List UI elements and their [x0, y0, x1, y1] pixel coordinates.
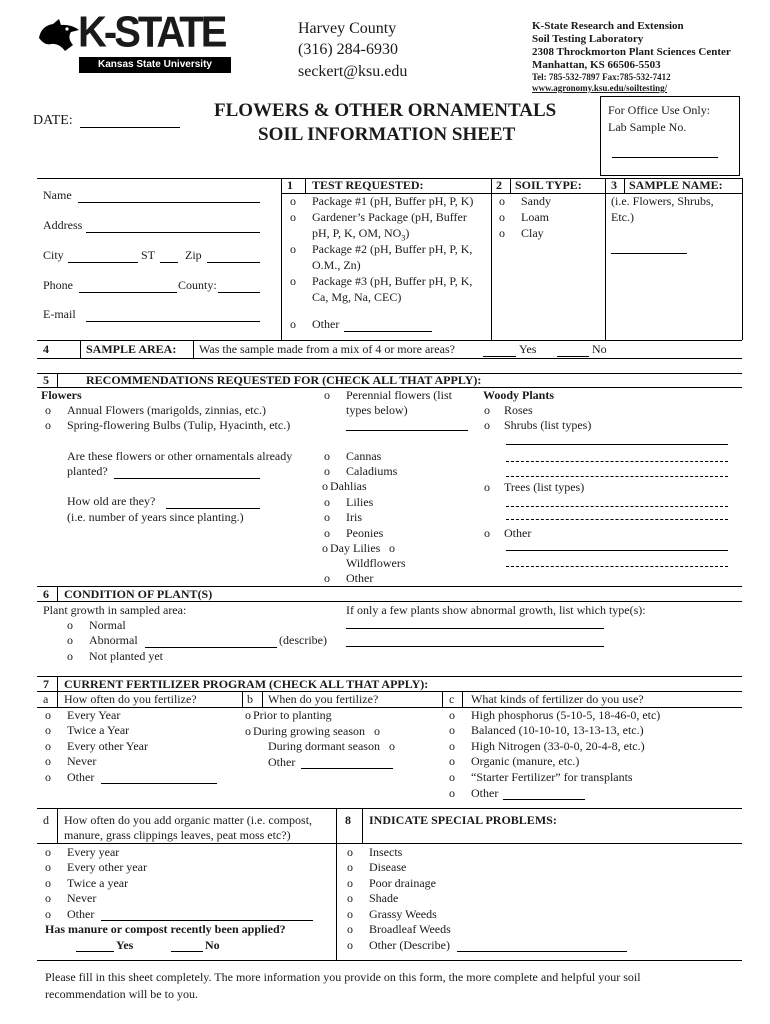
divider: [624, 178, 625, 193]
woody-plants-heading: Woody Plants: [483, 388, 555, 402]
section-title: RECOMMENDATIONS REQUESTED FOR (CHECK ALL THAT APPLY):: [86, 373, 482, 387]
page-title-line2: SOIL INFORMATION SHEET: [258, 124, 516, 145]
section-title: SAMPLE NAME:: [629, 178, 723, 192]
option-label: Grassy Weeds: [369, 907, 437, 921]
checkbox-dahlias[interactable]: o: [322, 479, 328, 493]
checkbox-spring-bulbs[interactable]: o: [45, 418, 51, 432]
option-label: Poor drainage: [369, 876, 436, 890]
option-label: Balanced (10-10-10, 13-13-13, etc.): [471, 723, 644, 737]
divider: [742, 178, 743, 340]
lab-line: K-State Research and Extension: [532, 20, 684, 32]
city-label: City: [43, 248, 64, 262]
option-label: Never: [67, 754, 97, 768]
option-label: Spring-flowering Bulbs (Tulip, Hyacinth, etc.): [67, 418, 291, 432]
abnormal-types-field[interactable]: [346, 646, 604, 647]
footer-note: Please fill in this sheet completely. The more information you provide on this form, the more complete and helpful your soil: [45, 970, 641, 984]
option-label: Annual Flowers (marigolds, zinnias, etc.): [67, 403, 266, 417]
option-label: Loam: [521, 210, 549, 224]
option-label: Prior to planting: [253, 708, 332, 722]
checkbox-woody-other[interactable]: o: [484, 526, 490, 540]
checkbox-gardeners-package[interactable]: o: [290, 210, 296, 224]
checkbox-roses[interactable]: o: [484, 403, 490, 417]
shrub-types-field[interactable]: [506, 444, 728, 445]
sample-area-no-field[interactable]: [557, 356, 589, 357]
option-label: Broadleaf Weeds: [369, 922, 451, 936]
planted-field[interactable]: [114, 478, 260, 479]
abnormal-describe-field[interactable]: [145, 647, 277, 648]
option-label: Other: [346, 571, 374, 585]
checkbox-problem-other[interactable]: o: [347, 938, 353, 952]
subsection-letter: a: [43, 692, 49, 706]
phone-label: Phone: [43, 278, 73, 292]
checkbox-package3[interactable]: o: [290, 274, 296, 288]
manure-yes-field[interactable]: [76, 951, 114, 952]
option-label: Every Year: [67, 708, 121, 722]
section-number: 7: [43, 677, 49, 691]
checkbox-iris[interactable]: o: [324, 510, 330, 524]
checkbox-every-other-year[interactable]: o: [45, 739, 51, 753]
option-label: During dormant season: [268, 739, 380, 753]
sample-name-field[interactable]: [611, 253, 687, 254]
section-title: SOIL TYPE:: [515, 178, 582, 192]
rule: [37, 843, 742, 844]
age-field[interactable]: [166, 508, 260, 509]
option-label: Normal: [89, 618, 126, 632]
checkbox-poor-drainage[interactable]: o: [347, 876, 353, 890]
divider: [362, 808, 363, 843]
yes-label: Yes: [519, 342, 537, 356]
divider: [262, 691, 263, 707]
section-title: SAMPLE AREA:: [86, 342, 177, 356]
flowers-heading: Flowers: [41, 388, 82, 402]
checkbox-wildflowers[interactable]: o: [389, 541, 395, 555]
option-label: High phosphorus (5-10-5, 18-46-0, etc): [471, 708, 661, 722]
zip-field[interactable]: [207, 262, 260, 263]
kstate-logo-wordmark: K-STATE: [78, 7, 225, 57]
planted-question: planted?: [67, 464, 108, 478]
city-field[interactable]: [68, 262, 138, 263]
divider: [193, 340, 194, 358]
checkbox-peonies[interactable]: o: [324, 526, 330, 540]
section-title: CONDITION OF PLANT(S): [64, 587, 213, 601]
frequency-other-field[interactable]: [101, 783, 217, 784]
checkbox-insects[interactable]: o: [347, 845, 353, 859]
option-label: Shrubs (list types): [504, 418, 592, 432]
subsection-letter: b: [247, 692, 253, 706]
option-label: Peonies: [346, 526, 384, 540]
wildcat-logo-icon: [37, 18, 81, 52]
zip-label: Zip: [185, 248, 202, 262]
kstate-logo-subtitle: Kansas State University: [79, 57, 231, 73]
divider: [57, 586, 58, 601]
checkbox-growing-season-mark[interactable]: o: [374, 724, 380, 738]
checkbox-om-other[interactable]: o: [45, 907, 51, 921]
option-label: Wildflowers: [346, 556, 406, 570]
age-hint: (i.e. number of years since planting.): [67, 510, 244, 524]
checkbox-organic[interactable]: o: [449, 754, 455, 768]
email-field[interactable]: [86, 321, 260, 322]
checkbox-frequency-other[interactable]: o: [45, 770, 51, 784]
rule: [37, 358, 742, 359]
option-label: Caladiums: [346, 464, 398, 478]
checkbox-shade[interactable]: o: [347, 891, 353, 905]
option-label: Shade: [369, 891, 399, 905]
shrub-types-field[interactable]: [506, 476, 728, 477]
checkbox-growing-season[interactable]: o: [245, 724, 251, 738]
checkbox-not-planted[interactable]: o: [67, 649, 73, 663]
age-question: How old are they?: [67, 494, 156, 508]
checkbox-om-never[interactable]: o: [45, 891, 51, 905]
checkbox-fertilizer-other[interactable]: o: [449, 786, 455, 800]
option-label: During growing season: [253, 724, 365, 738]
checkbox-every-year[interactable]: o: [45, 708, 51, 722]
option-label: Twice a year: [67, 876, 129, 890]
option-label: Package #2 (pH, Buffer pH, P, K,: [312, 242, 473, 256]
checkbox-day-lilies[interactable]: o: [322, 541, 328, 555]
name-label: Name: [43, 188, 72, 202]
option-label: Perennial flowers (list: [346, 388, 452, 402]
section-number: 2: [496, 178, 502, 192]
checkbox-lilies[interactable]: o: [324, 495, 330, 509]
checkbox-disease[interactable]: o: [347, 860, 353, 874]
manure-question: Has manure or compost recently been applied?: [45, 922, 286, 936]
organic-matter-question: manure, grass clippings leaves, peat moss etc?): [64, 828, 291, 842]
option-label: pH, P, K, OM, $NO_3$): [312, 226, 410, 243]
checkbox-test-other[interactable]: o: [290, 317, 296, 331]
sample-name-hint: Etc.): [611, 210, 634, 224]
option-label: Other: [504, 526, 532, 540]
checkbox-perennial[interactable]: o: [324, 388, 330, 402]
fertilizer-other-field[interactable]: [503, 799, 585, 800]
option-label: Iris: [346, 510, 362, 524]
checkbox-om-twice-a-year[interactable]: o: [45, 876, 51, 890]
section-number: 5: [43, 373, 49, 387]
section-number: 4: [43, 342, 49, 356]
abnormal-types-question: If only a few plants show abnormal growth, list which type(s):: [346, 603, 646, 617]
option-label: Dahlias: [330, 479, 367, 493]
lab-website-link[interactable]: www.agronomy.ksu.edu/soiltesting/: [532, 83, 668, 93]
phone-field[interactable]: [79, 292, 177, 293]
checkbox-om-every-other-year[interactable]: o: [45, 860, 51, 874]
checkbox-om-every-year[interactable]: o: [45, 845, 51, 859]
option-label: Other: [67, 770, 95, 784]
option-label: Disease: [369, 860, 407, 874]
section-number: 1: [287, 178, 293, 192]
option-label: Abnormal: [89, 633, 138, 647]
lab-sample-label: Lab Sample No.: [608, 120, 687, 134]
describe-label: (describe): [279, 633, 327, 647]
perennial-types-field[interactable]: [346, 430, 468, 431]
checkbox-high-nitrogen[interactable]: o: [449, 739, 455, 753]
option-label: Other: [471, 786, 499, 800]
radio-sandy[interactable]: o: [499, 194, 505, 208]
option-label: “Starter Fertilizer” for transplants: [471, 770, 633, 784]
option-label: Package #1 (pH, Buffer pH, P, K): [312, 194, 474, 208]
radio-clay[interactable]: o: [499, 226, 505, 240]
divider: [305, 178, 306, 193]
option-label: O.M., Zn): [312, 258, 361, 272]
county-label: County:: [178, 278, 217, 292]
option-label: types below): [346, 403, 408, 417]
option-label: Organic (manure, etc.): [471, 754, 580, 768]
checkbox-balanced[interactable]: o: [449, 723, 455, 737]
divider: [57, 808, 58, 843]
section-number: 3: [611, 178, 617, 192]
checkbox-abnormal[interactable]: o: [67, 633, 73, 647]
section-number: 8: [345, 813, 351, 827]
county-name: Harvey County: [298, 20, 397, 37]
option-label: Every other year: [67, 860, 147, 874]
checkbox-flower-other[interactable]: o: [324, 571, 330, 585]
state-label: ST: [141, 248, 156, 262]
woody-other-field[interactable]: [506, 550, 728, 551]
checkbox-shrubs[interactable]: o: [484, 418, 490, 432]
option-label: Lilies: [346, 495, 374, 509]
option-label: Other: [268, 755, 296, 769]
yes-label: Yes: [116, 938, 134, 952]
timing-other-field[interactable]: [301, 768, 393, 769]
lab-sample-field[interactable]: [612, 157, 718, 158]
om-other-field[interactable]: [101, 920, 313, 921]
county-phone: (316) 284-6930: [298, 41, 398, 58]
tree-types-field[interactable]: [506, 506, 728, 507]
section-title: INDICATE SPECIAL PROBLEMS:: [369, 813, 557, 827]
divider: [57, 676, 58, 707]
bottom-rule: [37, 960, 742, 961]
section-title: CURRENT FERTILIZER PROGRAM (CHECK ALL THAT APPLY):: [64, 677, 429, 691]
footer-note: recommendation will be to you.: [45, 987, 198, 1001]
radio-loam[interactable]: o: [499, 210, 505, 224]
checkbox-dormant-season[interactable]: o: [389, 739, 395, 753]
abnormal-types-field[interactable]: [346, 628, 604, 629]
manure-no-field[interactable]: [171, 951, 203, 952]
address-field[interactable]: [86, 232, 260, 233]
address-label: Address: [43, 218, 83, 232]
checkbox-package2[interactable]: o: [290, 242, 296, 256]
lab-line: Manhattan, KS 66506-5503: [532, 59, 661, 71]
sample-name-hint: (i.e. Flowers, Shrubs,: [611, 194, 714, 208]
county-field[interactable]: [218, 292, 260, 293]
option-label: Other: [312, 317, 340, 331]
no-label: No: [205, 938, 220, 952]
checkbox-cannas[interactable]: o: [324, 449, 330, 463]
checkbox-broadleaf-weeds[interactable]: o: [347, 922, 353, 936]
no-label: No: [592, 342, 607, 356]
option-label: Never: [67, 891, 97, 905]
checkbox-trees[interactable]: o: [484, 480, 490, 494]
name-field[interactable]: [78, 202, 260, 203]
checkbox-high-phosphorus[interactable]: o: [449, 708, 455, 722]
checkbox-package1[interactable]: o: [290, 194, 296, 208]
tree-types-field[interactable]: [506, 519, 728, 520]
option-label: Not planted yet: [89, 649, 163, 663]
option-label: Twice a Year: [67, 723, 130, 737]
divider: [57, 373, 58, 387]
option-label: Sandy: [521, 194, 551, 208]
section-number: 6: [43, 587, 49, 601]
option-label: Other (Describe): [369, 938, 450, 952]
option-label: Every year: [67, 845, 120, 859]
divider: [462, 691, 463, 707]
divider: [80, 340, 81, 358]
option-label: Trees (list types): [504, 480, 585, 494]
growth-label: Plant growth in sampled area:: [43, 603, 187, 617]
option-label: Day Lilies: [330, 541, 381, 555]
option-label: High Nitrogen (33-0-0, 20-4-8, etc.): [471, 739, 645, 753]
checkbox-annual-flowers[interactable]: o: [45, 403, 51, 417]
option-label: Roses: [504, 403, 533, 417]
checkbox-twice-a-year[interactable]: o: [45, 723, 51, 737]
option-label: Clay: [521, 226, 544, 240]
checkbox-grassy-weeds[interactable]: o: [347, 907, 353, 921]
subsection-letter: c: [449, 692, 455, 706]
date-label: DATE:: [33, 113, 73, 128]
county-email: seckert@ksu.edu: [298, 63, 408, 80]
woody-other-field[interactable]: [506, 566, 728, 567]
checkbox-starter-fertilizer[interactable]: o: [449, 770, 455, 784]
planted-question: Are these flowers or other ornamentals already: [67, 449, 293, 463]
rule: [37, 340, 742, 341]
divider: [510, 178, 511, 193]
fertilize-timing-question: When do you fertilize?: [268, 692, 379, 706]
option-label: Other: [67, 907, 95, 921]
divider: [605, 178, 606, 340]
divider: [242, 691, 243, 707]
checkbox-never[interactable]: o: [45, 754, 51, 768]
option-label: Gardener’s Package (pH, Buffer: [312, 210, 467, 224]
divider: [281, 178, 282, 340]
sample-area-yes-field[interactable]: [483, 356, 516, 357]
option-label: Package #3 (pH, Buffer pH, P, K,: [312, 274, 473, 288]
state-field[interactable]: [160, 262, 178, 263]
divider: [491, 178, 492, 340]
problem-describe-field[interactable]: [457, 951, 627, 952]
sample-area-question: Was the sample made from a mix of 4 or more areas?: [199, 342, 455, 356]
checkbox-caladiums[interactable]: o: [324, 464, 330, 478]
rule: [37, 808, 742, 809]
organic-matter-question: How often do you add organic matter (i.e. compost,: [64, 813, 313, 827]
date-field[interactable]: [80, 127, 180, 128]
option-label: Every other Year: [67, 739, 148, 753]
lab-line: 2308 Throckmorton Plant Sciences Center: [532, 46, 731, 58]
option-label: Cannas: [346, 449, 382, 463]
option-label: Insects: [369, 845, 403, 859]
checkbox-prior-to-planting[interactable]: o: [245, 708, 251, 722]
page-title-line1: FLOWERS & OTHER ORNAMENTALS: [214, 100, 557, 121]
test-other-field[interactable]: [344, 331, 432, 332]
shrub-types-field[interactable]: [506, 461, 728, 462]
fertilize-frequency-question: How often do you fertilize?: [64, 692, 197, 706]
fertilizer-kind-question: What kinds of fertilizer do you use?: [471, 692, 644, 706]
divider: [336, 808, 337, 960]
checkbox-normal[interactable]: o: [67, 618, 73, 632]
email-label: E-mail: [43, 307, 76, 321]
section-title: TEST REQUESTED:: [312, 178, 424, 192]
divider: [442, 691, 443, 707]
option-label: Ca, Mg, Na, CEC): [312, 290, 402, 304]
subsection-letter: d: [43, 813, 49, 827]
office-use-label: For Office Use Only:: [608, 103, 711, 117]
lab-line: Soil Testing Laboratory: [532, 33, 644, 45]
lab-line: Tel: 785-532-7897 Fax:785-532-7412: [532, 72, 671, 82]
